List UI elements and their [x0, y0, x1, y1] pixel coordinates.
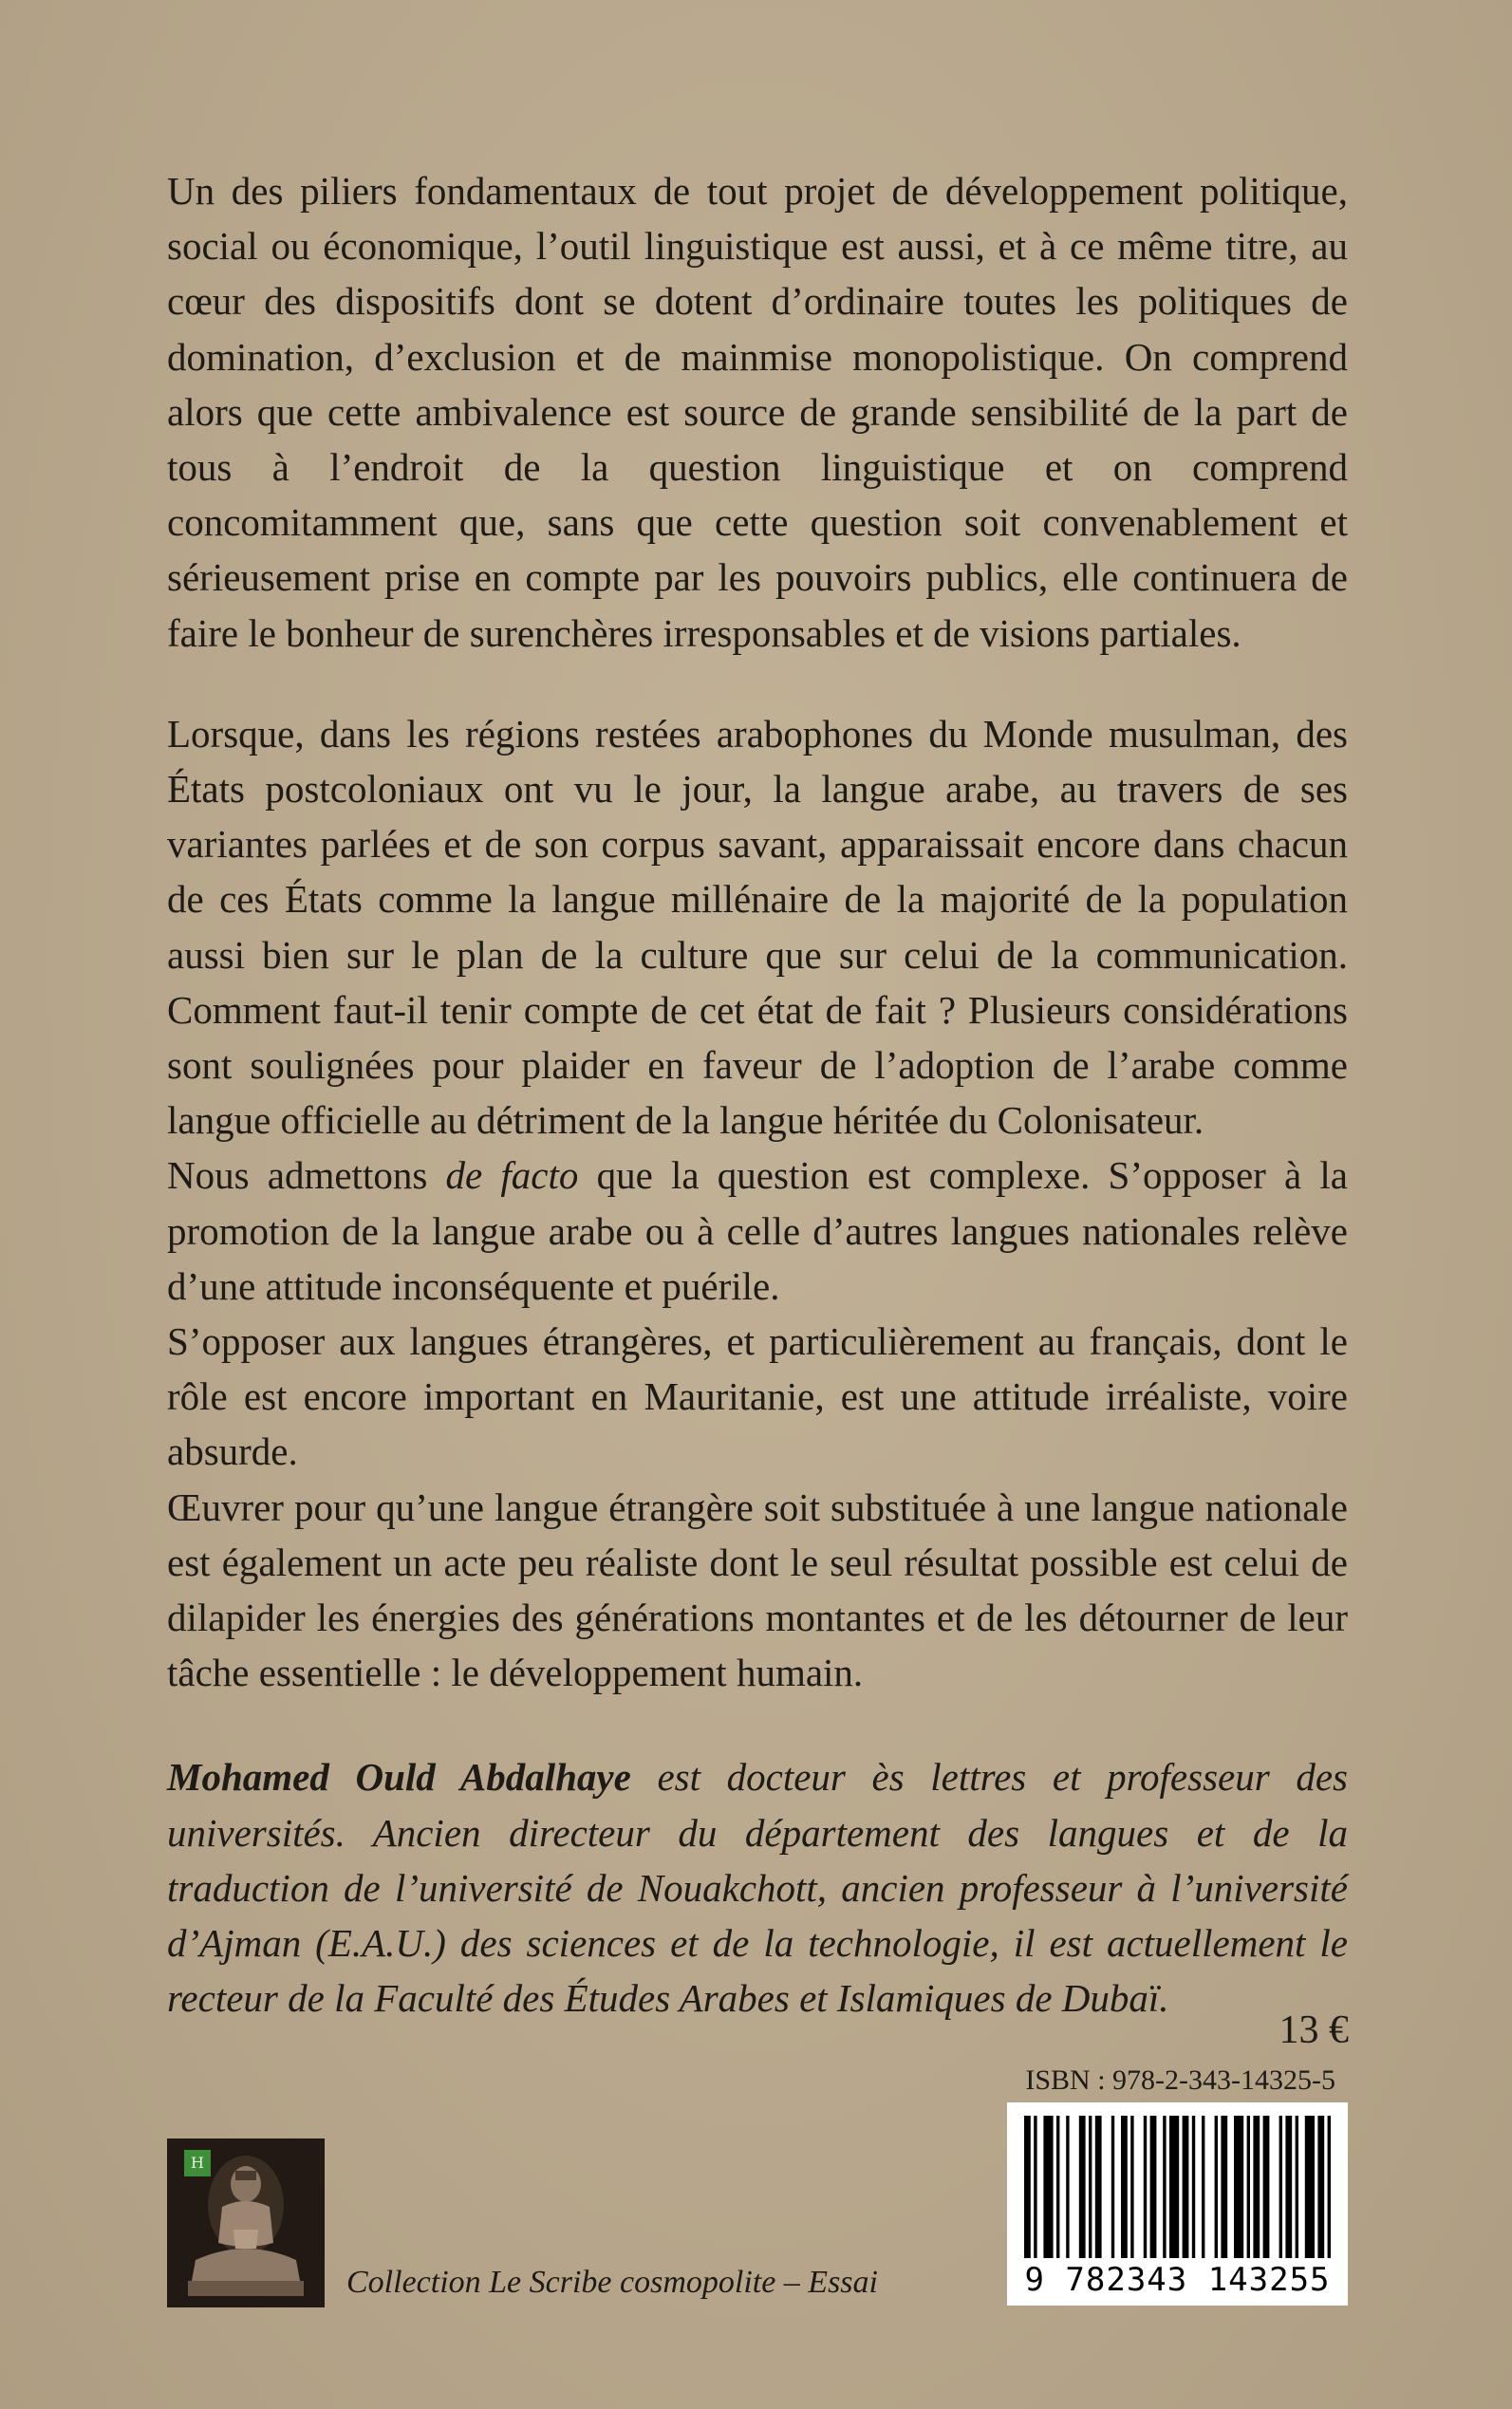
collection-name: Collection Le Scribe cosmopolite – Essai [346, 2265, 878, 2300]
back-cover-text [167, 163, 1348, 2026]
publisher-mark-icon: H [184, 2150, 211, 2176]
paragraph-complexity [167, 1148, 1348, 1314]
isbn: ISBN : 978-2-343-14325-5 [1025, 2064, 1335, 2096]
publisher-logo [167, 2138, 325, 2307]
paragraph-substitution: Œuvrer pour qu’une langue étrangère soit substituée à une langue nationale est également un acte peu réaliste dont le seul résultat possible est celui de dilapider les énergies des générations montantes et de les détourner de leur tâche essentielle : le développement humain. [167, 1485, 1348, 1695]
barcode-digits: 9 782343 143255 [1024, 2261, 1331, 2299]
paragraph-intro: Un des piliers fondamentaux de tout projet de développement politique, social ou économique, l’outil linguistique est aussi, et à ce même titre, au cœur des dispositifs dont se dotent d’ordinaire toutes les politiques de domination, d’exclusion et de mainmise monopolistique. On comprend alors que cette ambivalence est source de grande sensibilité de la part de tous à l’endroit de la question linguistique et on comprend concomitamment que, sans que cette question soit convenablement et sérieusement prise en compte par les pouvoirs publics, elle continuera de faire le bonheur de surenchères irresponsables et de visions partiales. [167, 169, 1348, 655]
paragraph-context: Lorsque, dans les régions restées arabophones du Monde musulman, des États postcoloniaux ont vu le jour, la langue arabe, au travers de ses variantes parlées et de son corpus savant, apparaissait encore dans chacun de ces États comme la langue millénaire de la majorité de la population aussi bien sur le plan de la culture que sur celui de la communication. Comment faut-il tenir compte de cet état de fait ? Plusieurs considérations sont soulignées pour plaider en faveur de l’adoption de l’arabe comme langue officielle au détriment de la langue héritée du Colonisateur. [167, 711, 1348, 1143]
paragraph-foreign-languages: S’opposer aux langues étrangères, et particulièrement au français, dont le rôle est encore important en Mauritanie, est une attitude irréaliste, voire absurde. [167, 1319, 1348, 1474]
author-name: Mohamed Ould Abdalhaye [167, 1755, 631, 1800]
author-bio [167, 1749, 1348, 2026]
barcode [1007, 2102, 1348, 2306]
author-bio-text: est docteur ès lettres et professeur des universités. Ancien directeur du département des langues et de la traduction de l’université de Nouakchott, ancien professeur à l’université d’Ajman (E.A.U.) des sciences et de la technologie, il est actuellement le recteur de la Faculté des Études Arabes et Islamiques de Dubaï. [167, 1755, 1348, 2021]
price: 13 € [1279, 2008, 1349, 2052]
paragraph-complexity-start: Nous admettons [167, 1153, 446, 1198]
latin-phrase: de facto [445, 1153, 579, 1198]
paragraph-complexity-end: que la question est complexe. S’opposer à la promotion de la langue arabe ou à celle d’autres langues nationales relève d’une attitude inconséquente et puérile. [167, 1153, 1348, 1308]
